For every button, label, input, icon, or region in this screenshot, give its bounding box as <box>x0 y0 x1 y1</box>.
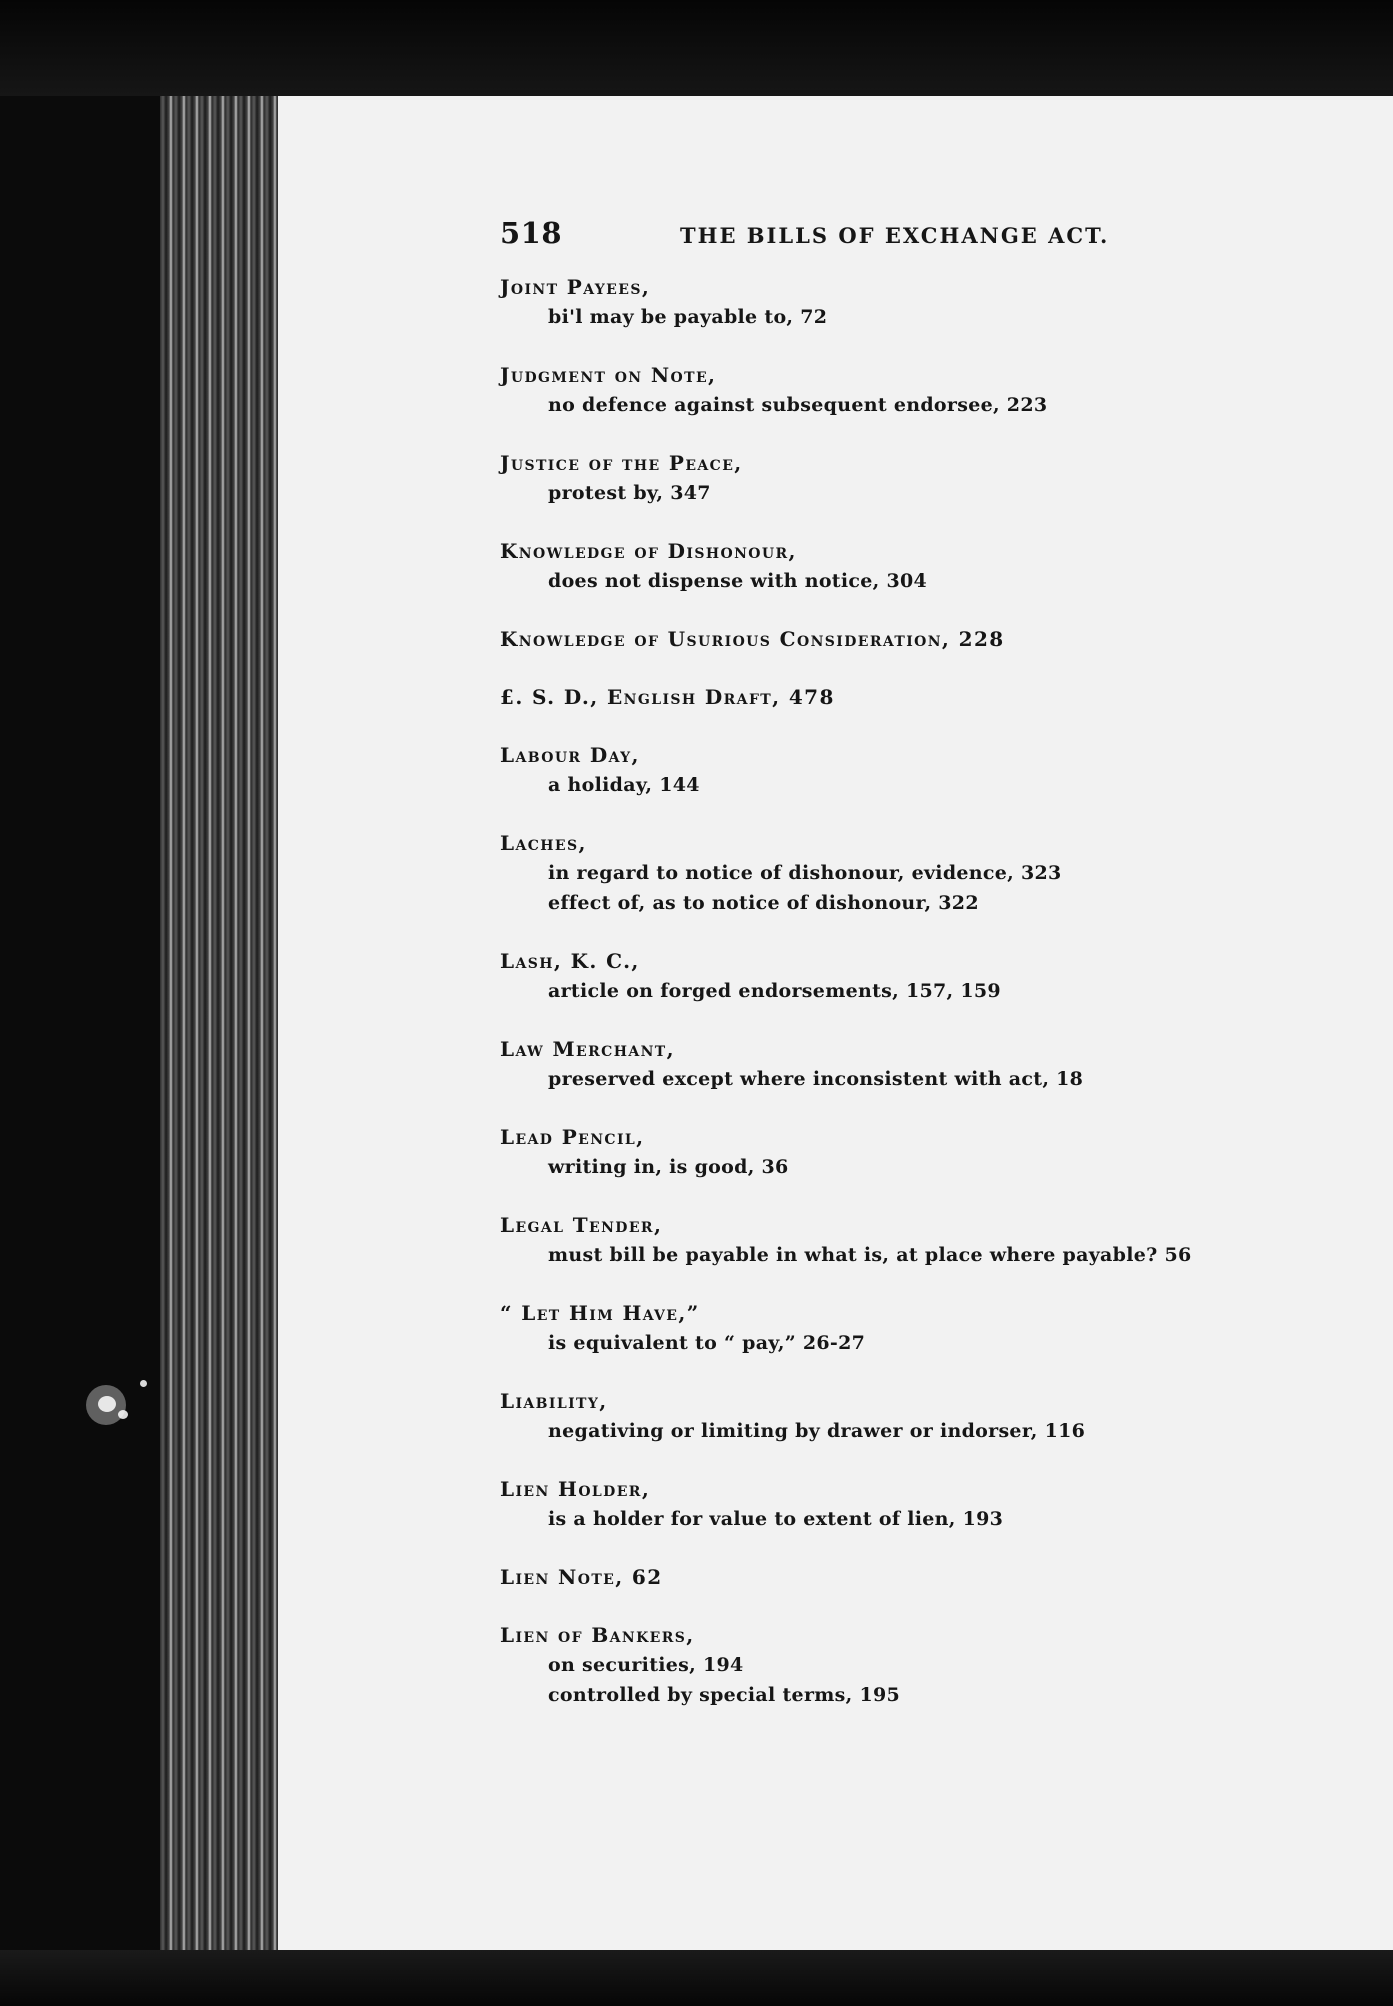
index-entry <box>500 1210 1380 1270</box>
index-heading: Lien Holder, <box>500 1477 651 1501</box>
index-heading: Lash, K. C., <box>500 949 640 973</box>
scan-speck <box>140 1380 147 1387</box>
index-entry <box>500 1474 1380 1534</box>
index-entry <box>500 448 1380 508</box>
index-subentry: controlled by special terms, 195 <box>548 1684 901 1706</box>
index-entry <box>500 1386 1380 1446</box>
book-page-edges <box>160 96 278 1954</box>
index-heading: “ Let Him Have,” <box>500 1301 700 1325</box>
index-subentry: preserved except where inconsistent with act, 18 <box>548 1068 1084 1090</box>
index-subentry: article on forged endorsements, 157, 159 <box>548 980 1001 1002</box>
index-subentry: must bill be payable in what is, at place where payable? 56 <box>548 1244 1192 1266</box>
index-entry <box>500 624 1380 654</box>
index-subentry: negativing or limiting by drawer or indorser, 116 <box>548 1420 1086 1442</box>
book-page <box>278 96 1393 1954</box>
index-subentry: is equivalent to “ pay,” 26-27 <box>548 1332 866 1354</box>
scan-bottom-border <box>0 1950 1393 2006</box>
index-entry <box>500 740 1380 800</box>
scan-top-border <box>0 0 1393 96</box>
index-entry <box>500 360 1380 420</box>
index-heading: Joint Payees, <box>500 275 651 299</box>
index-heading: Legal Tender, <box>500 1213 663 1237</box>
index-heading: Knowledge of Usurious Consideration, 228 <box>500 627 1005 651</box>
index-page-text <box>500 216 1380 1738</box>
index-subentry: a holiday, 144 <box>548 774 700 796</box>
index-heading: Law Merchant, <box>500 1037 675 1061</box>
index-subentry: protest by, 347 <box>548 482 711 504</box>
index-heading: £. S. D., English Draft, 478 <box>500 685 835 709</box>
index-entries <box>500 272 1380 1710</box>
running-head <box>500 216 1380 272</box>
index-subentry: no defence against subsequent endorsee, 223 <box>548 394 1048 416</box>
index-heading: Laches, <box>500 831 587 855</box>
index-heading: Justice of the Peace, <box>500 451 743 475</box>
index-heading: Lead Pencil, <box>500 1125 645 1149</box>
index-entry <box>500 1562 1380 1592</box>
index-heading: Lien of Bankers, <box>500 1623 695 1647</box>
page-number: 518 <box>500 216 563 250</box>
index-heading: Knowledge of Dishonour, <box>500 539 797 563</box>
index-entry <box>500 1298 1380 1358</box>
index-entry <box>500 828 1380 918</box>
index-heading: Judgment on Note, <box>500 363 717 387</box>
index-entry <box>500 682 1380 712</box>
index-subentry: does not dispense with notice, 304 <box>548 570 928 592</box>
index-subentry: on securities, 194 <box>548 1654 744 1676</box>
scan-speck <box>118 1410 128 1419</box>
index-subentry: writing in, is good, 36 <box>548 1156 789 1178</box>
scan-speck <box>98 1396 116 1412</box>
index-entry <box>500 946 1380 1006</box>
index-heading: Labour Day, <box>500 743 640 767</box>
index-subentry: effect of, as to notice of dishonour, 322 <box>548 892 979 914</box>
index-heading: Lien Note, 62 <box>500 1565 663 1589</box>
index-subentry: in regard to notice of dishonour, evidence, 323 <box>548 862 1062 884</box>
index-entry <box>500 536 1380 596</box>
index-entry <box>500 1034 1380 1094</box>
index-subentry: is a holder for value to extent of lien, 193 <box>548 1508 1004 1530</box>
index-entry <box>500 1620 1380 1710</box>
index-subentry: bi'l may be payable to, 72 <box>548 306 828 328</box>
index-heading: Liability, <box>500 1389 608 1413</box>
running-title: THE BILLS OF EXCHANGE ACT. <box>680 223 1110 248</box>
index-entry <box>500 272 1380 332</box>
index-entry <box>500 1122 1380 1182</box>
